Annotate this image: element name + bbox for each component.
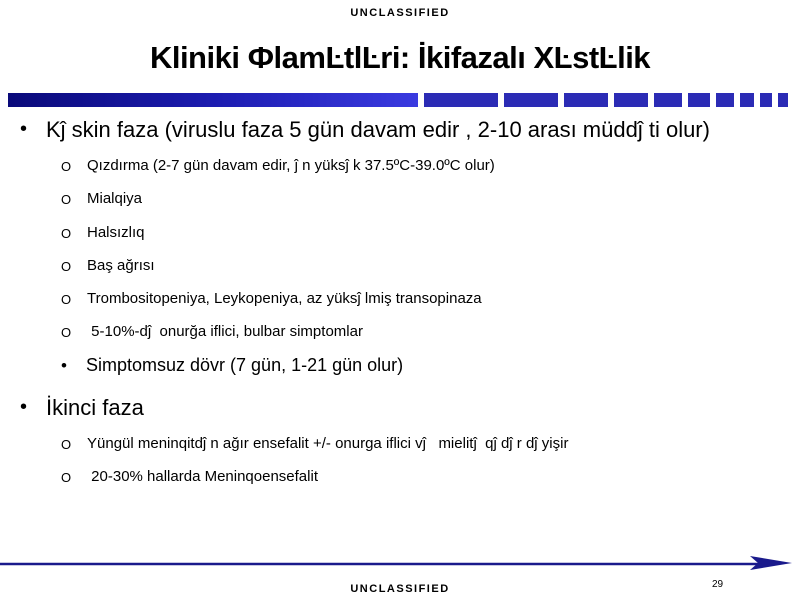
- title-bar-gradient-segment: [8, 93, 418, 107]
- title-bar-segment: [654, 93, 682, 107]
- title-underline-bar: [8, 93, 794, 107]
- sub-bullet-text: Simptomsuz dövr (7 gün, 1-21 gün olur): [86, 355, 404, 375]
- sub-bullet-text: Yüngül meninqitdĵ n ağır ensefalit +/- onurga iflici vĵ mielitĵ qĵ dĵ r dĵ yişir: [87, 435, 569, 452]
- bullet-dot-icon: •: [20, 118, 28, 140]
- title-bar-segment: [564, 93, 608, 107]
- ring-o-icon: O: [61, 437, 72, 452]
- sub-bullet-text: Halsızlıq: [87, 224, 145, 241]
- sub-bullet-text: Baş ağrısı: [87, 257, 155, 274]
- title-bar-segment: [760, 93, 772, 107]
- ring-o-icon: O: [61, 325, 72, 340]
- title-bar-segment: [778, 93, 788, 107]
- sub-bullet-text: 20-30% hallarda Meninqoensefalit: [87, 468, 318, 485]
- ring-o-icon: O: [61, 226, 72, 241]
- ring-o-icon: O: [61, 159, 72, 174]
- footer-arrow-line: [0, 556, 800, 576]
- title-bar-segment: [688, 93, 710, 107]
- classification-banner-top: UNCLASSIFIED: [350, 7, 450, 19]
- title-bar-segment: [716, 93, 734, 107]
- title-bar-segment: [424, 93, 498, 107]
- title-bar-segment: [504, 93, 558, 107]
- ring-o-icon: O: [61, 292, 72, 307]
- bullet-text: İkinci faza: [46, 395, 144, 420]
- slide-title: Kliniki ФlamĿtlĿri: İkifazalı XĿstĿlik: [149, 40, 651, 75]
- bullet-text: Kĵ skin faza (viruslu faza 5 gün davam edir , 2-10 arası müddĵ ti olur): [46, 117, 710, 142]
- classification-banner-bottom: UNCLASSIFIED: [350, 583, 450, 595]
- title-bar-segment: [740, 93, 754, 107]
- title-bar-segment: [614, 93, 648, 107]
- ring-o-icon: O: [61, 259, 72, 274]
- bullet-dot-icon: •: [20, 396, 28, 418]
- ring-o-icon: O: [61, 192, 72, 207]
- sub-bullet-text: Mialqiya: [87, 190, 143, 207]
- sub-bullet-text: Trombositopeniya, Leykopeniya, az yüksĵ lmiş transopinaza: [87, 290, 482, 307]
- sub-bullet-text: 5-10%-dĵ onurğa iflici, bulbar simptomlar: [87, 323, 363, 340]
- bullet-dot-icon: •: [61, 356, 67, 375]
- sub-bullet-text: Qızdırma (2-7 gün davam edir, ĵ n yüksĵ k 37.5ºC-39.0ºC olur): [87, 157, 495, 174]
- page-number: 29: [712, 579, 724, 590]
- ring-o-icon: O: [61, 470, 72, 485]
